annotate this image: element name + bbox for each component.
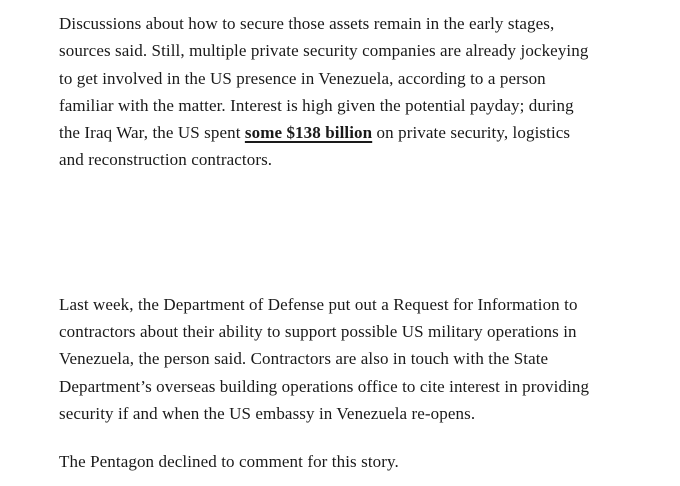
paragraph-discussions xyxy=(59,10,660,174)
text-line: contractors about their ability to support possible US military operations in xyxy=(59,322,577,342)
link-suffix-text: on private security, logistics xyxy=(372,123,571,143)
text-line: Discussions about how to secure those assets remain in the early stages, xyxy=(59,14,555,33)
text-line: sources said. Still, multiple private security companies are already jockeying xyxy=(59,41,589,61)
text-line: and reconstruction contractors. xyxy=(59,150,273,170)
text-line: to get involved in the US presence in Venezuela, according to a person xyxy=(59,68,546,88)
text-line: familiar with the matter. Interest is high given the potential payday; during xyxy=(59,95,574,115)
paragraph-pentagon xyxy=(59,448,660,475)
paragraph-last-week xyxy=(59,291,660,427)
blank-content-gap xyxy=(59,174,660,291)
iraq-spending-link[interactable]: some $138 billion xyxy=(244,123,373,143)
text-line: The Pentagon declined to comment for this story. xyxy=(59,452,399,472)
text-line: Department’s overseas building operations office to cite interest in providing xyxy=(59,376,590,396)
text-line-with-link xyxy=(59,119,660,146)
text-line: security if and when the US embassy in Venezuela re-opens. xyxy=(59,403,476,423)
link-prefix-text: the Iraq War, the US spent xyxy=(59,123,245,143)
text-line: Venezuela, the person said. Contractors are also in touch with the State xyxy=(59,349,549,369)
text-line: Last week, the Department of Defense put out a Request for Information to xyxy=(59,294,578,314)
